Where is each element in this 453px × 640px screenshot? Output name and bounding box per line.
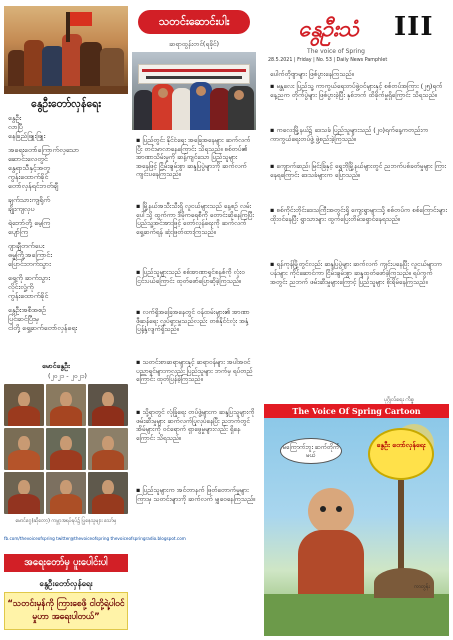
poem-line: လာပြီ	[8, 123, 23, 131]
poem-line: ကွန်းထောက်ခိုင်	[8, 173, 49, 181]
monk-photo	[46, 384, 86, 426]
protest-photo	[132, 52, 256, 130]
masthead	[264, 6, 449, 66]
cartoon-credit: ကာတွန်း	[414, 584, 430, 590]
article-paragraph: ▪ ပြည်သူများသည် စစ်အာဏာရှင်စနစ်ကို လုံးဝ ငြင်းပယ်ကြောင်း ထုတ်ဖော်ပြောဆိုခဲ့ကြသည်။	[136, 268, 245, 285]
author-credit: ပုဂ္ဂိုလ်ရေး ကိစ္စ	[384, 397, 414, 403]
cartoon-sign: နွေဦး တော်လှန်ရေး	[368, 428, 434, 480]
cartoon-figure	[308, 488, 354, 534]
issue-number: III	[394, 12, 434, 42]
left-note: မောင်ဂွေ(ဆိုတော့) ကမ္ဘာအရပ်ရပ်၌ ပြုနေသူများ သော်မှ	[15, 518, 117, 524]
poet-name: မောင်နွေဦး	[42, 362, 70, 370]
section-title: သတင်းဆောင်းပါး	[138, 10, 250, 34]
poem-line: ပြောင်းတက်သွား	[8, 260, 51, 268]
poem-line: နွေဦး	[8, 114, 22, 122]
poem-line: ပြင်ဆင်ပြီးမှ	[8, 315, 39, 323]
illustration-caption-strip	[4, 86, 128, 94]
monk-photo-grid	[4, 384, 128, 514]
poem-line: တော်လှန်ရင်ဘတ်ချီ	[8, 182, 59, 190]
poem-line: အရေးတော်ကြောက်လှသော	[8, 146, 79, 154]
news-paragraph: ▪ ကလေးမြို့နယ်၌ ဒေသခံ ပြည်သူများသည် (၂၀)ရက်နေ့ကတည်းက ကာကွယ်ရေးတပ်ဖွဲ့ ဖွဲ့စည်းခဲ့ကြသည်။	[270, 126, 429, 143]
masthead-subtitle: The voice of Spring	[307, 48, 365, 55]
poem-date: (၂၀၂၁ - ၂၀၂၁)	[48, 372, 87, 380]
monk-photo	[88, 428, 128, 470]
poem-line: နွေဦးအစီအစဉ်	[8, 306, 46, 314]
political-cartoon	[264, 418, 449, 636]
article-paragraph: ▪ ပြည်တွင်း နိုင်ငံရေး အခြေအနေများ ဆက်လက်ပြီး တင်းမာလာနေကြောင်း သိရသည်။ စစ်တပ်၏ အာဏာသိမ်းမှုကို ဆန့်ကျင်သော ပြည်သူများ အနေဖြင့် ငြိမ်းချမ်းစွာ ဆန္ဒပြပွဲများကို ဆက်လက် ကျင်းပနေကြသည်။	[136, 136, 251, 179]
poem-line: ဓမ္မကြို့အကြောင်း	[8, 251, 52, 259]
monk-photo	[46, 428, 86, 470]
cartoon-speech-bubble: မကြောက်ဘူး ဆက်တိုက်မယ်	[280, 438, 342, 464]
article-paragraph: ▪ မြို့နယ်အသီးသီးရှိ လူငယ်များသည် နေ့စဉ် လမ်းပေါ်သို့ ထွက်ကာ ဒီမိုကရေစီကို တောင်းဆိုနေကြပြီး ပြည်သူ့အင်အားဖြင့် တော်လှန်ရေးကို ဆက်လက် ရှေ့ဆက်ရန် ဆုံးဖြတ်ထားကြသည်။	[136, 202, 254, 236]
promo-subtitle: နွေဦးတော်လှန်ရေး	[39, 579, 93, 588]
news-paragraph: ▪ စစ်ကိုင်းတိုင်းဒေသကြီးအတွင်းရှိ ကျေးရွာများသို့ စစ်တပ်က စစ်ကြောင်းများ ထိုးဝင်နေပြီး ရွာသားများ ထွက်ပြေးတိမ်းရှောင်နေရသည်။	[270, 206, 447, 223]
right-column	[264, 6, 449, 634]
poem-line: ရဲဘော်တို့ မေ့ကြ	[8, 219, 51, 227]
poem-line: ကွန်းထောက်ခိုင်	[8, 292, 49, 300]
poem-line: နွေရာသီနှင့်အတူ	[8, 164, 50, 172]
poem-line: ချိုးကျလှပ	[8, 205, 35, 213]
dateline: 28.5.2021 | Friday | No. 53 | Daily News Pamphlet	[268, 58, 388, 63]
promo-header: အရေးတော်မှ ပူးပေါင်းပါ	[4, 554, 128, 572]
article-paragraph: ▪ သို့ရာတွင် လုံခြုံရေး တပ်ဖွဲ့များက ဆန္ဒပြသူများကို ဖမ်းဆီးမှုများ ဆက်လက်ပြုလုပ်နေပြီး ညဘက်တွင် အိမ်များကို ဝင်ရောက် ရှာဖွေမှုများလည်း ရှိနေကြောင်း သိရသည်။	[136, 408, 255, 442]
monk-photo	[88, 472, 128, 514]
poem-title: နွေဦးတော်လှန်ရေး	[31, 98, 101, 110]
social-links[interactable]: fb.com/thevoiceofspring twitter@thevoiceofspring thevoiceofspringradio.blogspot.com	[4, 536, 186, 541]
monk-photo	[4, 428, 44, 470]
monk-photo	[88, 384, 128, 426]
poem-line: ဆောင်းလေတွင်	[8, 155, 48, 163]
monk-photo	[4, 384, 44, 426]
news-paragraph: ▪ ရန်ကုန်မြို့တွင်လည်း ဆန္ဒပြပွဲများ ဆက်လက် ကျင်းပနေပြီး လူငယ်များက ပန်းများ ကိုင်ဆောင်ကာ ငြိမ်းချမ်းစွာ ဆန္ဒထုတ်ဖော်ခဲ့ကြသည်။ ရပ်ကွက်အတွင်း ညဘက် ဖမ်းဆီးမှုများကြောင့် ပြည်သူများ စိုးရိမ်နေကြသည်။	[270, 260, 442, 286]
poem-line: ပျော်ကြ	[8, 228, 28, 236]
masthead-logo: နွေဦးသံ	[298, 17, 358, 42]
left-column	[4, 6, 186, 634]
poem-line: ငါတို့ ရှေ့ဆက်တော်လှန်ရေး	[8, 324, 77, 332]
poem-line: ဂျာချီတက်ပေး	[8, 242, 45, 250]
poem-line: လိုင်းလှုံ့ကို	[8, 283, 34, 291]
cartoon-header: The Voice Of Spring Cartoon	[264, 404, 449, 418]
news-paragraph: ပေါက်တိုဗျာများ ဖြစ်ပွားနေကြသည်။	[270, 70, 354, 78]
news-paragraph: ▪ ကျောက်ဆည်၊ မြင်းခြံနှင့် ရွှေဘိုမြို့နယ်များတွင် ညဘက်ပစ်ခတ်မှုများ ကြားနေရကြောင်း ဒေသခံများက ပြောသည်။	[270, 162, 446, 179]
poem-line: ရှေ့ကို ဆက်သွား	[8, 274, 51, 282]
monk-photo	[4, 472, 44, 514]
article-paragraph: ▪ သတင်းစာဆရာများနှင့် ဆရာဝန်များ အပါအဝင် ပညာရှင်များကလည်း ပြည်သူများ ဘက်မှ ရပ်တည်ကြောင်း ထုတ်ပြန်ခဲ့ကြသည်။	[136, 358, 253, 384]
article-author: ဆရာထွန်းတင်(ရခိုင်)	[169, 40, 219, 48]
poem-line: နေခြည်ဖြူးဖြူး	[8, 132, 46, 140]
monk-photo	[46, 472, 86, 514]
middle-column	[132, 6, 256, 634]
article-paragraph: ▪ လက်ရှိအခြေအနေတွင် ဝန်ထမ်းများ၏ အာဏာဖီဆန်ရေး လှုပ်ရှားမှုသည်လည်း တစ်နိုင်ငံလုံး အနှံ့ ပြန့်နှံ့လျက်ရှိသည်။	[136, 308, 250, 334]
poem-line: ချက်သားကျရိုက်	[8, 196, 51, 204]
promo-quote: “သတင်းမှန်ကို ကြားစေဖို့ ငါတို့ရဲ့ပါဝင်မှုဟာ အရေးပါတယ်”	[4, 592, 128, 630]
news-paragraph: ▪ မန္တလေး ပြည်သူ့ ကာကွယ်ရေးတပ်ဖွဲ့ဝင်များနှင့် စစ်တပ်အကြား (၂၅)ရက်နေ့ညက တိုက်ပွဲများ ဖြစ်ပွားခဲ့ပြီး နှစ်ဘက် ထိခိုက်မှုရှိကြောင်း သိရသည်။	[270, 82, 443, 99]
revolution-illustration	[4, 6, 128, 86]
article-paragraph: ▪ ပြည်သူများက အင်တာနက် ဖြတ်တောက်မှုများကြားမှ သတင်းများကို ဆက်လက် မျှဝေနေကြသည်။	[136, 486, 256, 503]
